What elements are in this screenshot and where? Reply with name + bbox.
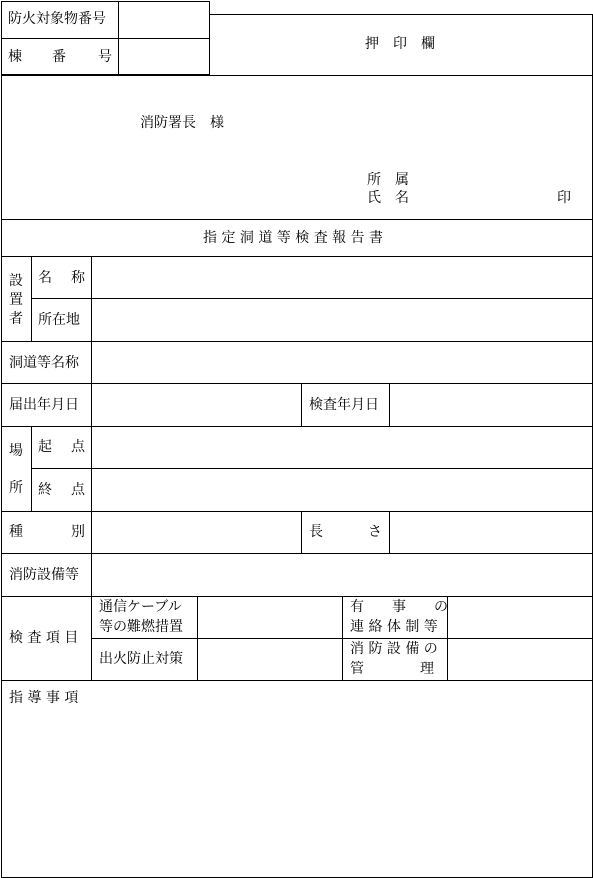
- fire-object-number-label: 防火対象物番号: [8, 11, 106, 27]
- tunnel-name-label: 洞道等名称: [9, 355, 79, 371]
- installer-group-label-2: 置: [9, 292, 23, 308]
- start-point-label-1: 起: [38, 439, 52, 455]
- inspection-items-label: 検 査 項 目: [9, 630, 79, 646]
- equipment-management-label-1: 消 防 設 備 の: [350, 641, 438, 657]
- tunnel-name-field[interactable]: [93, 343, 591, 382]
- type-label-1: 種: [9, 524, 23, 540]
- equipment-management-field[interactable]: [449, 640, 591, 679]
- length-field[interactable]: [391, 513, 591, 552]
- installer-name-label-2: 称: [71, 270, 85, 286]
- type-field[interactable]: [93, 513, 300, 552]
- name-field[interactable]: [415, 188, 550, 206]
- installer-address-field[interactable]: [93, 300, 591, 340]
- equipment-management-label-2: 管 理: [350, 661, 434, 677]
- start-point-label-2: 点: [71, 439, 85, 455]
- building-number-field[interactable]: [120, 40, 208, 74]
- fire-object-number-field[interactable]: [120, 3, 208, 37]
- guidance-label: 指 導 事 項: [9, 690, 79, 706]
- cable-measures-field[interactable]: [199, 598, 341, 637]
- end-point-label-1: 終: [38, 482, 52, 498]
- fire-prevention-label: 出火防止対策: [99, 651, 183, 667]
- building-number-label-2: 番: [52, 49, 66, 65]
- emergency-contact-label-1: 有 事 の: [350, 599, 448, 615]
- notice-date-field[interactable]: [93, 385, 300, 425]
- name-label: 氏 名: [367, 190, 409, 206]
- start-point-field[interactable]: [93, 428, 591, 467]
- cable-measures-label-1: 通信ケーブル: [99, 599, 182, 615]
- emergency-contact-label-2: 連 絡 体 制 等: [350, 619, 438, 635]
- affiliation-field[interactable]: [415, 170, 585, 188]
- installer-group-label-1: 設: [9, 273, 23, 289]
- seal-label: 印: [557, 190, 571, 206]
- end-point-field[interactable]: [93, 470, 591, 510]
- fire-equipment-field[interactable]: [93, 555, 591, 595]
- installer-name-field[interactable]: [93, 258, 591, 297]
- fire-prevention-field[interactable]: [199, 640, 341, 679]
- installer-address-label: 所在地: [38, 312, 80, 328]
- fire-chief-label: 消防署長 様: [140, 115, 224, 131]
- inspection-date-label: 検査年月日: [309, 397, 379, 413]
- stamp-label: 押 印 欄: [365, 36, 435, 52]
- installer-group-label-3: 者: [9, 311, 23, 327]
- end-point-label-2: 点: [71, 482, 85, 498]
- type-label-2: 別: [71, 524, 85, 540]
- building-number-label-1: 棟: [8, 49, 22, 65]
- length-label-2: さ: [368, 524, 382, 540]
- report-title: 指 定 洞 道 等 検 査 報 告 書: [203, 230, 384, 246]
- installer-name-label-1: 名: [38, 270, 52, 286]
- location-group-label-2: 所: [9, 480, 23, 496]
- inspection-date-field[interactable]: [391, 385, 591, 425]
- location-group-label-1: 場: [9, 443, 23, 459]
- cable-measures-label-2: 等の難燃措置: [99, 619, 183, 635]
- fire-equipment-label: 消防設備等: [9, 567, 79, 583]
- guidance-field[interactable]: [3, 710, 591, 874]
- affiliation-label: 所 属: [367, 172, 409, 188]
- emergency-contact-field[interactable]: [449, 598, 591, 637]
- notice-date-label: 届出年月日: [9, 397, 79, 413]
- building-number-label-3: 号: [98, 49, 112, 65]
- length-label-1: 長: [309, 524, 323, 540]
